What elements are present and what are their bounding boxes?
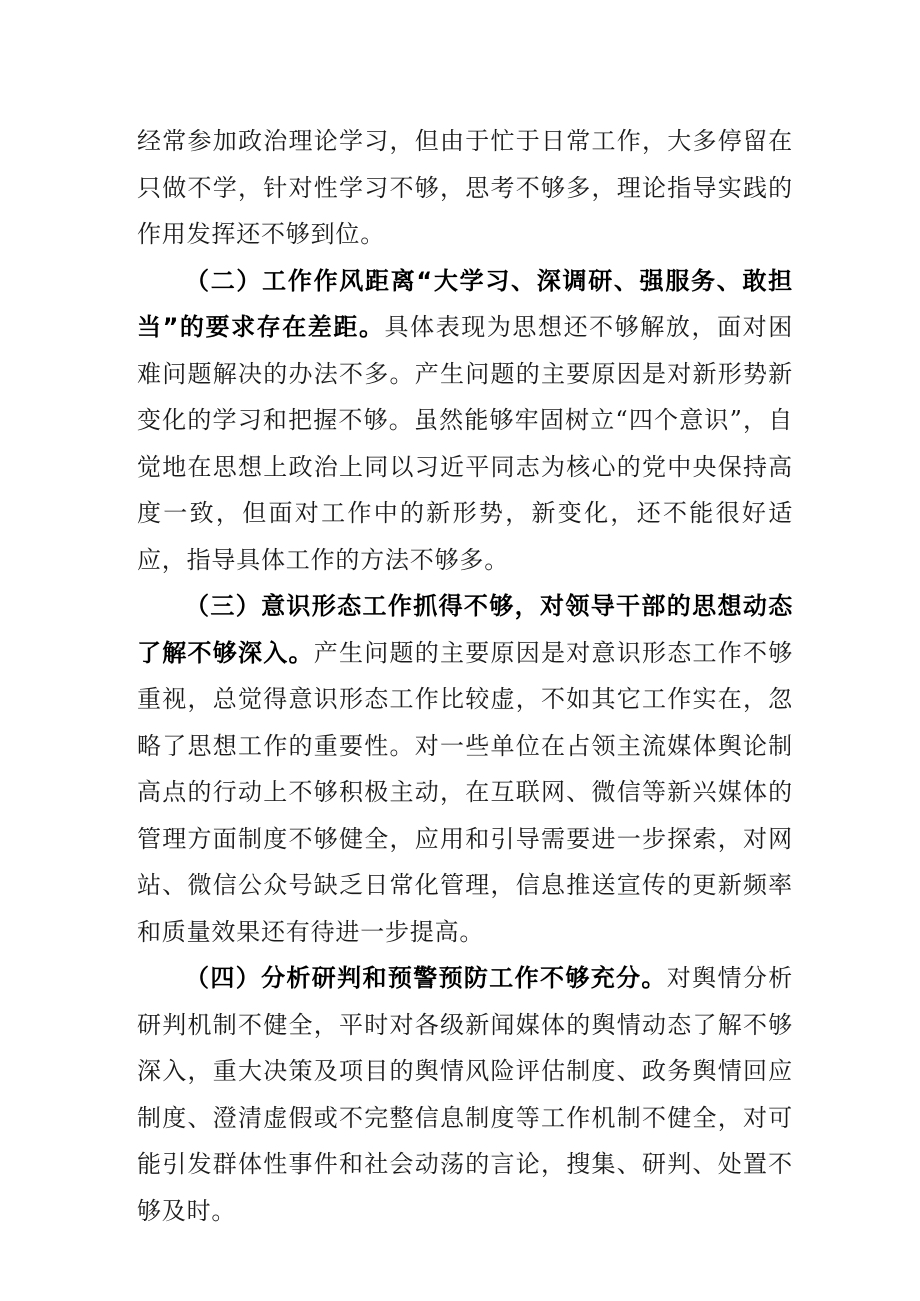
section-heading: （三）意识形态工作抓得不够，对领导干部的思想动态了解不够深入。 [137, 592, 793, 667]
paragraph-section-2 [137, 258, 793, 584]
section-heading: （四）分析研判和预警预防工作不够充分。 [185, 964, 667, 992]
paragraph-body: 产生问题的主要原因是对意识形态工作不够重视，总觉得意识形态工作比较虚，不如其它工作实在，忽略了思想工作的重要性。对一些单位在占领主流媒体舆论制高点的行动上不够积极主动，在互联网、微信等新兴媒体的管理方面制度不够健全，应用和引导需要进一步探索，对网站、微信公众号缺乏日常化管理，信息推送宣传的更新频率和质量效果还有待进一步提高。 [137, 638, 793, 946]
paragraph-section-3 [137, 583, 793, 955]
paragraph-continuation [137, 118, 793, 258]
paragraph-body: 经常参加政治理论学习，但由于忙于日常工作，大多停留在只做不学，针对性学习不够，思考不够多，理论指导实践的作用发挥还不够到位。 [137, 127, 793, 248]
section-heading: （二）工作作风距离“大学习、深调研、强服务、敢担当”的要求存在差距。 [137, 266, 793, 341]
paragraph-body: 对舆情分析研判机制不健全，平时对各级新闻媒体的舆情动态了解不够深入，重大决策及项目的舆情风险评估制度、政务舆情回应制度、澄清虚假或不完整信息制度等工作机制不健全，对可能引发群体性事件和社会动荡的言论，搜集、研判、处置不够及时。 [137, 964, 794, 1225]
paragraph-body: 具体表现为思想还不够解放，面对困难问题解决的办法不多。产生问题的主要原因是对新形势新变化的学习和把握不够。虽然能够牢固树立“四个意识”，自觉地在思想上政治上同以习近平同志为核心的党中央保持高度一致，但面对工作中的新形势，新变化，还不能很好适应，指导具体工作的方法不够多。 [137, 313, 793, 574]
document-body [137, 118, 793, 1234]
paragraph-section-4 [137, 955, 793, 1234]
